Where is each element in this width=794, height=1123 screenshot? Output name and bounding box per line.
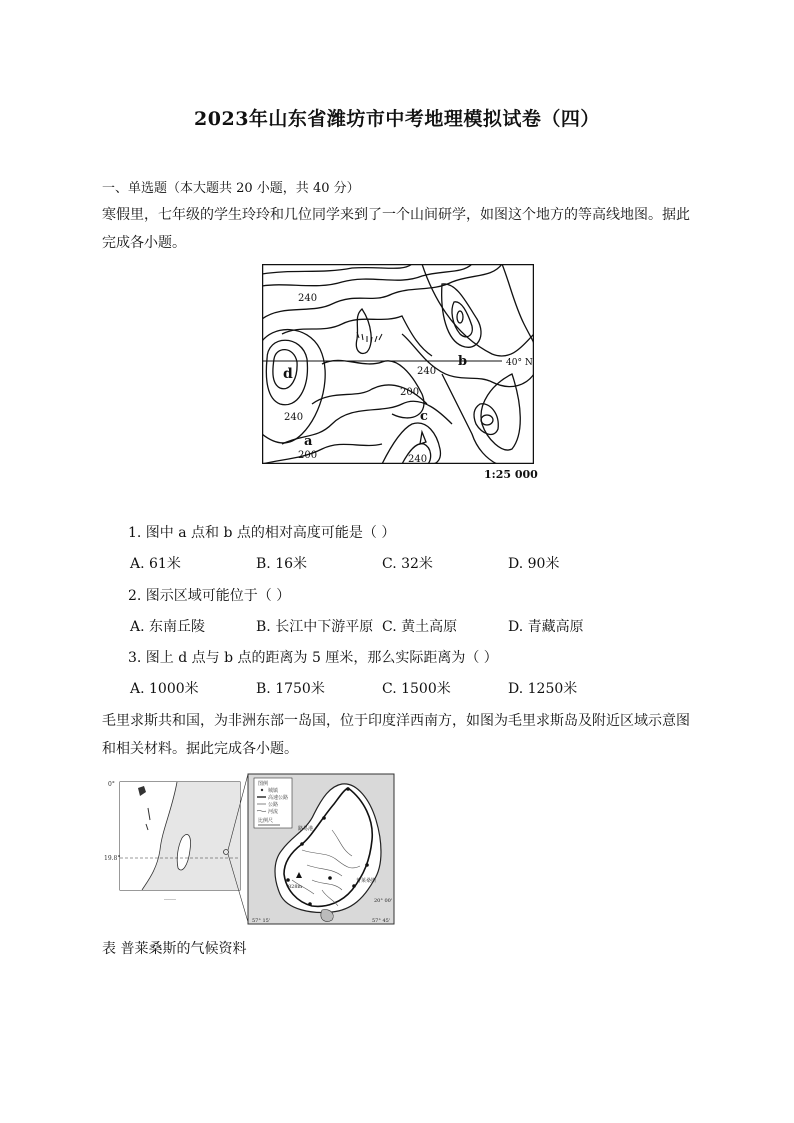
lon-label: ……	[164, 895, 176, 902]
mauritius-map	[102, 770, 396, 928]
legend-item: 高速公路	[268, 795, 289, 801]
q3-option-b[interactable]: B. 1750米	[256, 681, 325, 697]
question-2: 2. 图示区域可能位于（ ）	[128, 588, 291, 604]
contour-label: 240	[408, 454, 428, 464]
contour-label: 240	[284, 412, 304, 423]
legend-title: 图例	[258, 781, 269, 787]
table-caption: 表 普莱桑斯的气候资料	[102, 941, 247, 957]
contour-label: 200	[400, 387, 420, 398]
intro-line: 完成各小题。	[102, 235, 186, 251]
legend-item: 公路	[268, 802, 279, 808]
contour-label: 240	[298, 293, 318, 304]
contour-label: 200	[298, 450, 318, 461]
point-a-label: a	[304, 434, 313, 449]
q1-option-d[interactable]: D. 90米	[508, 556, 560, 572]
coord-label: 57° 15'	[252, 918, 271, 924]
q1-option-c[interactable]: C. 32米	[382, 556, 433, 572]
intro-line: 寒假里，七年级的学生玲玲和几位同学来到了一个山间研学，如图这个地方的等高线地图。据此	[102, 207, 690, 223]
legend-item: 河流	[268, 809, 279, 815]
place-label: 路易港	[298, 826, 314, 832]
contour-map	[262, 264, 534, 464]
q2-option-d[interactable]: D. 青藏高原	[508, 619, 584, 635]
legend-item: 城镇	[268, 788, 279, 794]
q1-option-b[interactable]: B. 16米	[256, 556, 308, 572]
q2-option-b[interactable]: B. 长江中下游平原	[256, 619, 374, 635]
intro-line: 和相关材料。据此完成各小题。	[102, 741, 298, 757]
point-b-label: b	[458, 354, 468, 369]
q3-option-c[interactable]: C. 1500米	[382, 681, 451, 697]
question-3: 3. 图上 d 点与 b 点的距离为 5 厘米，那么实际距离为（ ）	[128, 650, 498, 666]
question-1: 1. 图中 a 点和 b 点的相对高度可能是（ ）	[128, 525, 396, 541]
coord-label: 57° 45'	[372, 918, 391, 924]
contour-label: 240	[417, 366, 437, 377]
section-heading: 一、单选题（本大题共 20 小题，共 40 分）	[102, 181, 360, 196]
q1-option-a[interactable]: A. 61米	[130, 556, 181, 572]
elevation-label: 828m	[288, 884, 303, 890]
point-c-label: c	[420, 409, 428, 424]
q2-option-c[interactable]: C. 黄土高原	[382, 619, 458, 635]
coord-label: 20° 00'	[374, 898, 393, 904]
legend-item: 比例尺	[258, 818, 274, 824]
latitude-label: 40° N	[506, 358, 533, 368]
map-scale: 1:25 000	[484, 468, 538, 481]
q3-option-a[interactable]: A. 1000米	[130, 681, 199, 697]
intro-paragraph-2	[102, 707, 702, 763]
point-d-label: d	[283, 366, 293, 382]
q2-option-a[interactable]: A. 东南丘陵	[130, 619, 206, 635]
lat-label: 19.8°	[104, 855, 121, 862]
exam-title: 2023年山东省潍坊市中考地理模拟试卷（四）	[194, 108, 600, 130]
place-label: 普莱桑斯	[356, 878, 377, 884]
intro-line: 毛里求斯共和国，为非洲东部一岛国，位于印度洋西南方，如图为毛里求斯岛及附近区域示意图	[102, 713, 690, 729]
intro-paragraph-1	[102, 201, 702, 257]
q3-option-d[interactable]: D. 1250米	[508, 681, 578, 697]
lat-label: 0°	[108, 781, 115, 788]
